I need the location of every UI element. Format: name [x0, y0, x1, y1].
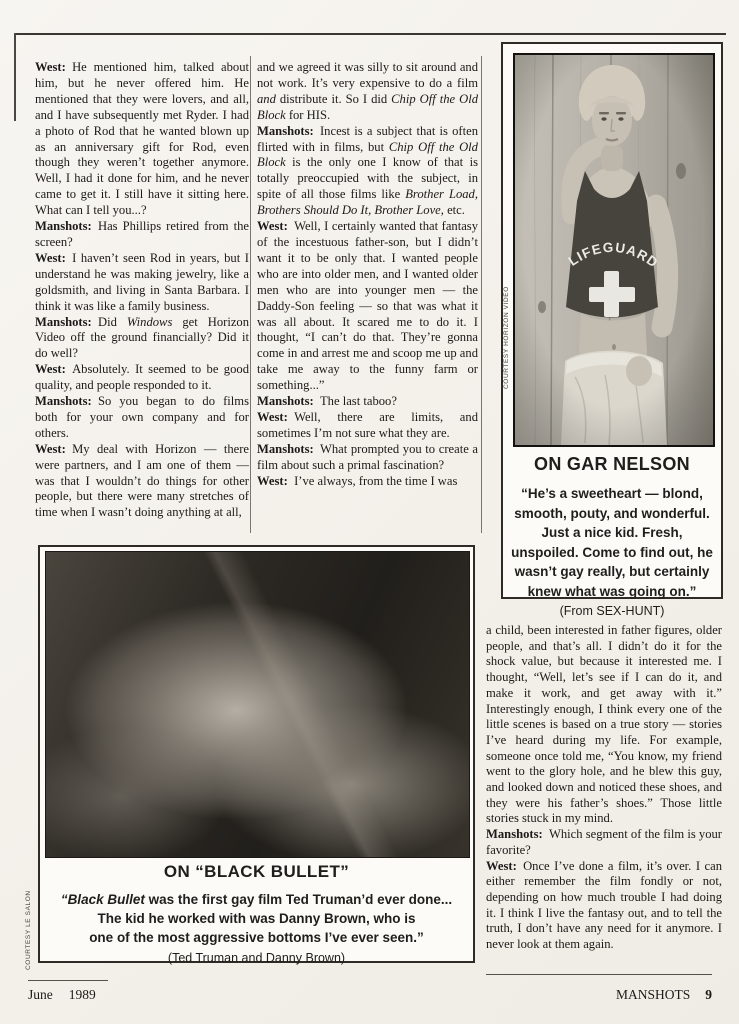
caption-line: smooth, pouty, and wonderful. [514, 505, 710, 521]
top-rule [14, 33, 726, 35]
paragraph: West: Well, there are limits, and sometimes I’m not sure what they are. [257, 409, 478, 440]
paragraph: West: Once I’ve done a film, it’s over. I can either remember the film fondly or not, depending on how much trouble I had doing it. I think I live the fantasy out, and to tell the truth, I don’t have any need for it anymore. I never look at them again. [486, 858, 722, 952]
footer-page-number: 9 [705, 987, 712, 1002]
paragraph: Manshots: What prompted you to create a film about such a primal fascination? [257, 441, 478, 472]
paragraph: West: I haven’t seen Rod in years, but I understand he was making jewelry, like a goldsmith, and living in Santa Barbara. I think it was like a family business. [35, 250, 249, 313]
footer-magazine-name: MANSHOTS [615, 987, 691, 1002]
footer-year: 1989 [68, 987, 96, 1002]
bottom-photo-box [38, 545, 475, 963]
paragraph: West: My deal with Horizon — there were partners, and I am one of them — was that I wouldn’t do things for other people, but there were many stretches of time when I wasn’t doing anything at all, [35, 441, 249, 520]
sidebar-caption [511, 454, 713, 618]
paragraph: a child, been interested in father figures, older people, and that’s all. I didn’t do it for the shock value, but because it interested me. I thought, “Well, let’s see if I can do it, and make it work, and get away with it.” Interestingly enough, I think every one of the little scenes is based on a true story — stories I’ve heard during my life. For example, someone once told me, “You know, my friend went to the glory hole, and he blew this guy, and looked down and noticed these shoes, and they were his father’s shoes.” Those little stories stuck in my mind. [486, 623, 722, 826]
footer-rule-right [486, 974, 712, 975]
paragraph: West: I’ve always, from the time I was [257, 473, 458, 488]
column-divider [250, 56, 251, 533]
caption-line: Just a nice kid. Fresh, [541, 525, 683, 540]
paragraph: Manshots: Did Windows get Horizon Video off the ground financially? Did it do well? [35, 314, 249, 361]
footer-magazine [616, 987, 712, 1003]
bottom-photo [45, 551, 470, 858]
footer-month: June [28, 987, 53, 1002]
paragraph: and we agreed it was silly to sit around and not work. It’s very expensive to do a film and distribute it. So I did Chip Off the Old Block for HIS. [257, 60, 478, 122]
paragraph: West: Absolutely. It seemed to be good quality, and people responded to it. [35, 362, 249, 393]
paragraph: Manshots: Incest is a subject that is often flirted with in films, but Chip Off the Old Block is the only one I know of that is totally preoccupied with the subject, in spite of all those films like Brother Load, Brothers Should Do It, Brother Love, etc. [257, 123, 478, 218]
column-right [486, 623, 722, 975]
sidebar-caption-source: (From SEX-HUNT) [559, 604, 665, 618]
top-rule-left-stub [14, 33, 16, 121]
paragraph: Manshots: So you began to do films both for your own company and for others. [35, 394, 249, 440]
paragraph: Manshots: Has Phillips retired from the screen? [35, 219, 249, 249]
paragraph: West: Well, I certainly wanted that fantasy of the incestuous father-son, but I didn’t want it to be only that. I wanted people who are into older men, and I wanted older men who are into younger men — the Daddy-Son feeling — so that was what it was all about. It scared me to do it. I thought, “I can’t do that. They’re gonna come in and arrest me and scoop me up and take me away to the funny farm or something...” [257, 219, 478, 393]
photo-credit-vertical: COURTESY LE SALON [25, 890, 32, 970]
column-divider [481, 56, 482, 533]
photo-credit-vertical: COURTESY HORIZON VIDEO [503, 286, 510, 389]
sidebar-photo-box [501, 42, 723, 618]
caption-line: “He’s a sweetheart — blond, [521, 486, 703, 501]
bottom-caption-quote [50, 890, 463, 947]
bottom-caption-attribution: (Ted Truman and Danny Brown) [167, 951, 346, 965]
lifeguard-photo-illustration [515, 55, 713, 445]
bottom-caption-title: ON “BLACK BULLET” [163, 862, 350, 881]
caption-line: The kid he worked with was Danny Brown, who is [97, 911, 416, 926]
caption-line: knew what was going on.” [527, 583, 697, 599]
paragraph: West: He mentioned him, talked about him, but he never offered him. He mentioned that they were lovers, and all, and I have subsequently met Ryder. I had a photo of Rod that he wanted blown up as an anniversary gift for Rod, even though they weren’t together anymore. Well, I had it done for him, and he never came to get it. I still have it sitting here. What can I tell you...? [35, 60, 249, 218]
caption-line: “Black Bullet was the first gay film Ted Truman’d ever done... [60, 892, 453, 907]
caption-line: wasn’t gay really, but certainly [514, 564, 710, 579]
caption-line: one of the most aggressive bottoms I’ve ever seen.” [89, 930, 424, 945]
footer-rule-left [28, 980, 108, 981]
paragraph: Manshots: Which segment of the film is your favorite? [486, 827, 722, 857]
caption-line: unspoiled. Come to find out, he [511, 544, 713, 560]
footer-date [28, 987, 96, 1003]
column-middle [257, 60, 478, 538]
bottom-caption [50, 862, 463, 965]
sidebar-caption-quote [511, 484, 713, 601]
column-left [35, 60, 249, 538]
paragraph: Manshots: The last taboo? [257, 394, 397, 409]
lifeguard-photo [513, 53, 715, 447]
sidebar-caption-title: ON GAR NELSON [534, 454, 690, 474]
